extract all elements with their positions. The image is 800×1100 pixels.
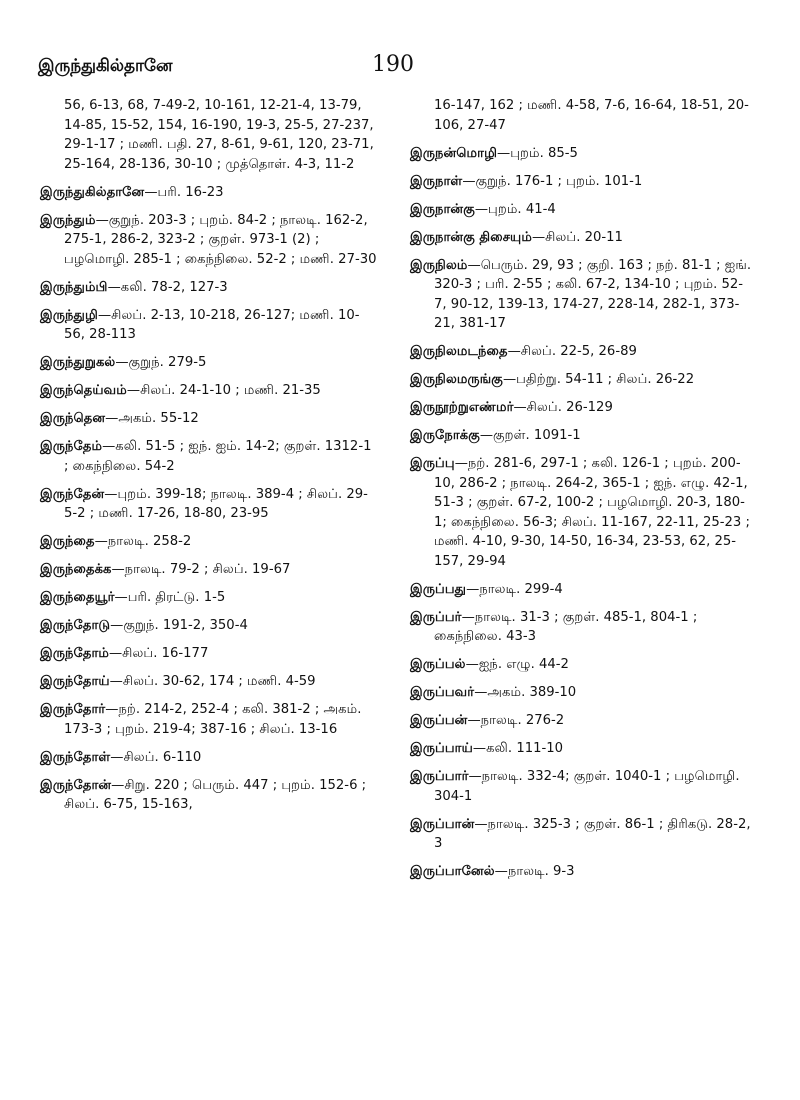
entry-headword: இருந்தும்பி bbox=[40, 279, 108, 295]
left-column bbox=[40, 96, 380, 823]
index-entry bbox=[410, 767, 755, 806]
index-entry bbox=[410, 398, 755, 418]
entry-references: —நாலடி. 276-2 bbox=[467, 713, 565, 728]
entry-references: —குறுந். 191-2, 350-4 bbox=[110, 618, 248, 633]
entry-references: —சிலப். 6-110 bbox=[110, 749, 202, 765]
index-entry bbox=[410, 256, 755, 334]
entry-references: —நாலடி. 9-3 bbox=[494, 864, 575, 879]
entry-references: —நாலடி. 31-3 ; குறள். 485-1, 804-1 ; கைந்நிலை. 43-3 bbox=[434, 609, 698, 644]
index-entry bbox=[40, 183, 380, 203]
index-entry bbox=[40, 560, 380, 580]
index-entry bbox=[40, 672, 380, 692]
index-entry bbox=[40, 306, 380, 345]
entry-headword: இருநூற்றுஎண்மர் bbox=[410, 400, 514, 415]
entry-references: —நாலடி. 325-3 ; குறள். 86-1 ; திரிகடு. 28-2, 3 bbox=[434, 816, 751, 851]
index-entry bbox=[40, 776, 380, 815]
index-entry bbox=[410, 608, 755, 647]
right-column bbox=[410, 96, 755, 890]
entry-references: —அகம். 55-12 bbox=[105, 411, 199, 426]
entry-references: —நற். 281-6, 297-1 ; கலி. 126-1 ; புறம். 200-10, 286-2 ; நாலடி. 264-2, 365-1 ; ஐந். எழு. 42-1, 51-3 ; குறள். 67-2, 100-2 ; பழமொழி. 20-3, 180-1; கைந்நிலை. 56-3; சிலப். 11-167, 22-11, 25-23 ; மணி. 4-10, 9-30, 14-50, 16-34, 23-53, 62, 25-157, 29-94 bbox=[434, 456, 750, 569]
index-entry bbox=[40, 381, 380, 401]
entry-headword: இருந்துறுகல் bbox=[40, 355, 116, 370]
running-head: இருந்துகில்தானே bbox=[38, 56, 173, 76]
entry-references: —குறுந். 176-1 ; புறம். 101-1 bbox=[462, 173, 643, 189]
index-entry bbox=[410, 711, 755, 731]
entry-headword: இருப்பல் bbox=[410, 657, 466, 672]
entry-headword: இருப்பாய் bbox=[410, 741, 473, 756]
index-entry bbox=[40, 644, 380, 664]
entry-headword: இருந்தோம் bbox=[40, 646, 109, 661]
entry-headword: இருநிலமருங்கு bbox=[410, 372, 503, 387]
entry-references: —நாலடி. 332-4; குறள். 1040-1 ; பழமொழி. 304-1 bbox=[434, 769, 740, 804]
index-entry bbox=[410, 454, 755, 571]
index-entry bbox=[40, 748, 380, 768]
entry-headword: இருந்தோள் bbox=[40, 749, 111, 765]
entry-headword: இருநிலமடந்தை bbox=[410, 344, 508, 359]
entry-references: —சிலப். 20-11 bbox=[531, 229, 623, 245]
entry-headword: இருந்தை bbox=[40, 534, 95, 549]
entry-references: —சிலப். 24-1-10 ; மணி. 21-35 bbox=[126, 383, 321, 398]
entry-headword: இருந்துகில்தானே bbox=[40, 184, 145, 200]
entry-references: —பதிற்று. 54-11 ; சிலப். 26-22 bbox=[502, 372, 695, 387]
index-entry bbox=[40, 616, 380, 636]
entry-headword: இருநன்மொழி bbox=[410, 145, 498, 161]
entry-references: —அகம். 389-10 bbox=[474, 685, 577, 700]
entry-references: —குறுந். 279-5 bbox=[115, 355, 207, 370]
entry-headword: இருநாள் bbox=[410, 173, 463, 189]
entry-references: —கலி. 78-2, 127-3 bbox=[107, 279, 228, 295]
index-entry bbox=[40, 532, 380, 552]
entry-headword: இருப்பார் bbox=[410, 769, 469, 784]
entry-headword: இருந்துழி bbox=[40, 307, 98, 323]
entry-headword: இருந்தோன் bbox=[40, 777, 112, 793]
index-entry bbox=[410, 342, 755, 362]
entry-headword: இருப்பானேல் bbox=[410, 864, 495, 879]
index-entry bbox=[410, 144, 755, 164]
entry-headword: இருந்தோடு bbox=[40, 618, 111, 633]
index-entry bbox=[40, 211, 380, 270]
index-entry bbox=[410, 580, 755, 600]
entry-headword: இருந்தேம் bbox=[40, 439, 103, 454]
entry-headword: இருப்பான் bbox=[410, 816, 475, 832]
entry-references: —சிலப். 22-5, 26-89 bbox=[507, 344, 637, 359]
entry-headword: இருநிலம் bbox=[410, 257, 468, 273]
entry-headword: இருநான்கு bbox=[410, 201, 475, 217]
page-header bbox=[0, 52, 800, 86]
index-entry bbox=[40, 437, 380, 476]
entry-headword: இருந்தென bbox=[40, 411, 106, 426]
entry-references: —நாலடி. 258-2 bbox=[94, 534, 192, 549]
index-entry bbox=[40, 278, 380, 298]
index-entry bbox=[410, 815, 755, 854]
index-entry bbox=[410, 172, 755, 192]
entry-references: —ஐந். எழு. 44-2 bbox=[465, 657, 569, 672]
index-entry bbox=[410, 655, 755, 675]
entry-references: —குறள். 1091-1 bbox=[479, 428, 581, 443]
entry-headword: இருப்பது bbox=[410, 581, 467, 597]
entry-headword: இருப்பர் bbox=[410, 609, 462, 625]
index-entry bbox=[410, 862, 755, 882]
index-entry-continuation bbox=[410, 96, 755, 135]
index-entry bbox=[410, 683, 755, 703]
entry-headword: இருந்தோர் bbox=[40, 702, 106, 717]
page-number: 190 bbox=[372, 52, 414, 77]
entry-headword: இருநோக்கு bbox=[410, 428, 480, 443]
index-entry bbox=[410, 228, 755, 248]
entry-headword: இருப்பவர் bbox=[410, 685, 475, 700]
entry-headword: இருந்தேன் bbox=[40, 486, 105, 502]
entry-references: 16-147, 162 ; மணி. 4-58, 7-6, 16-64, 18-51, 20-106, 27-47 bbox=[434, 98, 749, 133]
entry-references: 56, 6-13, 68, 7-49-2, 10-161, 12-21-4, 13-79, 14-85, 15-52, 154, 16-190, 19-3, 25-5, 27-237, 29-1-17 ; மணி. பதி. 27, 8-61, 9-61, 120, 23-71, 25-164, 28-136, 30-10 ; முத்தொள். 4-3, 11-2 bbox=[64, 98, 374, 172]
entry-references: —குறுந். 203-3 ; புறம். 84-2 ; நாலடி. 162-2, 275-1, 286-2, 323-2 ; குறள். 973-1 (2) ; பழமொழி. 285-1 ; கைந்நிலை. 52-2 ; மணி. 27-30 bbox=[64, 212, 377, 267]
entry-references: —சிறு. 220 ; பெரும். 447 ; புறம். 152-6 ; சிலப். 6-75, 15-163, bbox=[64, 777, 367, 812]
entry-headword: இருந்தைக்க bbox=[40, 562, 112, 577]
entry-headword: இருப்பு bbox=[410, 456, 455, 471]
entry-references: —சிலப். 26-129 bbox=[513, 400, 613, 415]
entry-headword: இருந்தோய் bbox=[40, 674, 110, 689]
entry-headword: இருந்தெய்வம் bbox=[40, 383, 127, 398]
entry-references: —புறம். 399-18; நாலடி. 389-4 ; சிலப். 29-5-2 ; மணி. 17-26, 18-80, 23-95 bbox=[64, 486, 368, 521]
entry-references: —சிலப். 30-62, 174 ; மணி. 4-59 bbox=[109, 674, 316, 689]
entry-headword: இருநான்கு திசையும் bbox=[410, 229, 532, 245]
index-entry bbox=[410, 426, 755, 446]
index-entry bbox=[40, 409, 380, 429]
index-entry bbox=[410, 200, 755, 220]
entry-references: —நாலடி. 79-2 ; சிலப். 19-67 bbox=[111, 562, 291, 577]
index-entry bbox=[40, 700, 380, 739]
entry-references: —கலி. 51-5 ; ஐந். ஐம். 14-2; குறள். 1312-1 ; கைந்நிலை. 54-2 bbox=[64, 439, 372, 474]
entry-references: —புறம். 85-5 bbox=[497, 145, 578, 161]
entry-references: —பெரும். 29, 93 ; குறி. 163 ; நற். 81-1 ; ஐங். 320-3 ; பரி. 2-55 ; கலி. 67-2, 134-10 ; புறம். 52-7, 90-12, 139-13, 174-27, 228-14, 282-1, 373-21, 381-17 bbox=[434, 257, 752, 331]
index-entry bbox=[40, 353, 380, 373]
index-entry bbox=[40, 485, 380, 524]
entry-references: —பரி. 16-23 bbox=[144, 184, 224, 200]
index-entry-continuation bbox=[40, 96, 380, 174]
entry-references: —புறம். 41-4 bbox=[474, 201, 556, 217]
entry-references: —சிலப். 2-13, 10-218, 26-127; மணி. 10-56, 28-113 bbox=[64, 307, 360, 342]
entry-headword: இருப்பன் bbox=[410, 713, 468, 728]
index-entry bbox=[40, 588, 380, 608]
entry-references: —நாலடி. 299-4 bbox=[466, 581, 563, 597]
index-entry bbox=[410, 370, 755, 390]
entry-headword: இருந்தும் bbox=[40, 212, 96, 228]
entry-references: —நற். 214-2, 252-4 ; கலி. 381-2 ; அகம். 173-3 ; புறம். 219-4; 387-16 ; சிலப். 13-16 bbox=[64, 702, 362, 737]
entry-references: —கலி. 111-10 bbox=[472, 741, 564, 756]
index-entry bbox=[410, 739, 755, 759]
entry-headword: இருந்தையூர் bbox=[40, 590, 115, 605]
entry-references: —பரி. திரட்டு. 1-5 bbox=[114, 590, 226, 605]
entry-references: —சிலப். 16-177 bbox=[108, 646, 209, 661]
